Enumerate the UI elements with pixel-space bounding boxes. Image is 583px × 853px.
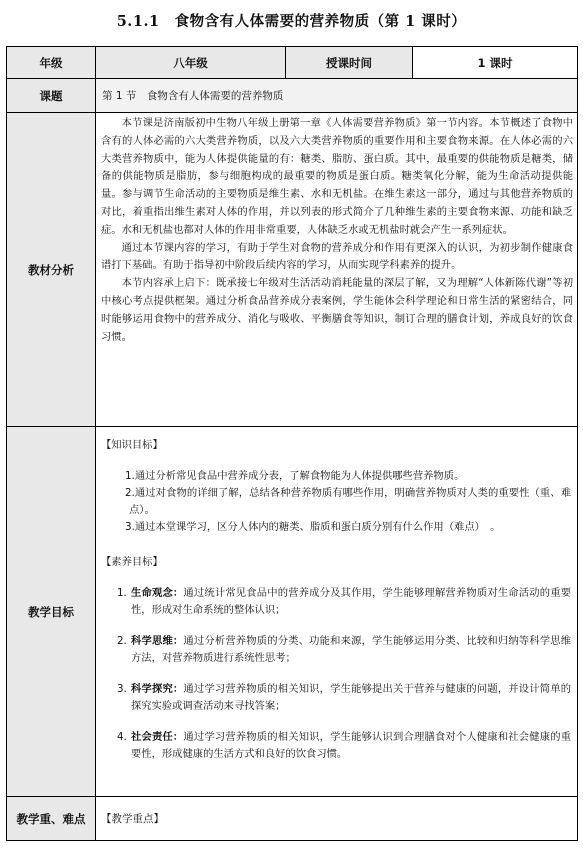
goals-content: [96, 427, 578, 797]
competency-item: [101, 681, 571, 715]
focus-value: 【教学重点】: [96, 797, 578, 841]
knowledge-item: 2.通过对食物的详细了解，总结各种营养物质有哪些作用，明确营养物质对人类的重要性（重、难点）。: [125, 487, 571, 516]
lesson-row: [7, 79, 578, 113]
competency-text: 通过统计常见食品中的营养成分及其作用，学生能够理解营养物质对生命活动的重要性，形成对生命系统的整体认识；: [131, 587, 572, 616]
goals-label: 教学目标: [7, 427, 96, 797]
lesson-plan-table: [6, 46, 578, 841]
lesson-value: 第 1 节 食物含有人体需要的营养物质: [96, 79, 578, 113]
competency-term: 社会责任：: [131, 731, 184, 743]
competency-text: 通过分析营养物质的分类、功能和来源，学生能够运用分类、比较和归纳等科学思维方法，对营养物质进行系统性思考；: [131, 635, 572, 664]
page-title: 5.1.1 食物含有人体需要的营养物质（第 1 课时）: [116, 13, 467, 30]
analysis-row: [7, 113, 578, 427]
knowledge-heading: 【知识目标】: [101, 439, 163, 451]
focus-label: 教学重、难点: [7, 797, 96, 841]
goals-row: [7, 427, 578, 797]
knowledge-item: 3.通过本堂课学习，区分人体内的糖类、脂质和蛋白质分别有什么作用（难点） 。: [125, 521, 501, 533]
competency-text: 通过学习营养物质的相关知识，学生能够提出关于营养与健康的问题，并设计简单的探究实验或调查活动来寻找答案；: [131, 683, 572, 712]
competency-term: 生命观念：: [131, 587, 184, 599]
competency-item: [101, 633, 571, 667]
grade-value: 八年级: [96, 47, 286, 79]
header-row: [7, 47, 578, 79]
competency-text: 通过学习营养物质的相关知识，学生能够认识到合理膳食对个人健康和社会健康的重要性，形成健康的生活方式和良好的饮食习惯。: [131, 731, 572, 760]
analysis-paragraph: 本节课是济南版初中生物八年级上册第一章《人体需要营养物质》第一节内容。本节概述了食物中含有的人体必需的六大类营养物质，以及六大类营养物质的重要作用和主要食物来源。在人体必需的六大类营养物质中，能为人体提供能量的有：糖类、脂肪、蛋白质。其中，最重要的供能物质是糖类，储备的供能物质是脂肪，参与细胞构成的最重要的物质是蛋白质。糖类氧化分解，能为生命活动提供能量。参与调节生命活动的主要物质是维生素、水和无机盐。在维生素这一部分，通过与其他营养物质的对比，着重指出维生素对人体的作用，并以列表的形式简介了几种维生素的主要食物来源、功能和缺乏症。水和无机盐也都对人体的作用非常重要，人体缺乏水或无机盐时就会产生一系列症状。: [101, 117, 573, 236]
analysis-paragraph: 本节内容承上启下：既承接七年级对生活活动消耗能量的深层了解，又为理解“人体新陈代谢”等初中核心考点提供框架。通过分析食品营养成分表案例，学生能体会科学理论和日常生活的紧密结合，同时能够运用食物中的营养成分、消化与吸收、平衡膳食等知识，制订合理的膳食计划，养成良好的饮食习惯。: [101, 277, 573, 343]
analysis-content: [96, 113, 578, 427]
competency-number: 1.: [117, 587, 127, 599]
competency-item: [101, 729, 571, 763]
competency-number: 4.: [117, 731, 127, 743]
focus-row: [7, 797, 578, 841]
time-label: 授课时间: [286, 47, 413, 79]
analysis-label: 教材分析: [7, 113, 96, 427]
hours-value: 1 课时: [413, 47, 578, 79]
competency-item: [101, 585, 571, 619]
competency-term: 科学探究：: [131, 683, 184, 695]
lesson-label: 课题: [7, 79, 96, 113]
competency-number: 3.: [117, 683, 127, 695]
competency-term: 科学思维：: [131, 635, 184, 647]
knowledge-item: 1.通过分析常见食品中营养成分表，了解食物能为人体提供哪些营养物质。: [125, 470, 465, 482]
competency-heading: 【素养目标】: [101, 556, 163, 568]
grade-label: 年级: [7, 47, 96, 79]
competency-number: 2.: [117, 635, 127, 647]
analysis-paragraph: 通过本节课内容的学习，有助于学生对食物的营养成分和作用有更深入的认识，为初步制作健康食谱打下基础。有助于指导初中阶段后续内容的学习，从而实现学科素养的提升。: [101, 241, 573, 272]
